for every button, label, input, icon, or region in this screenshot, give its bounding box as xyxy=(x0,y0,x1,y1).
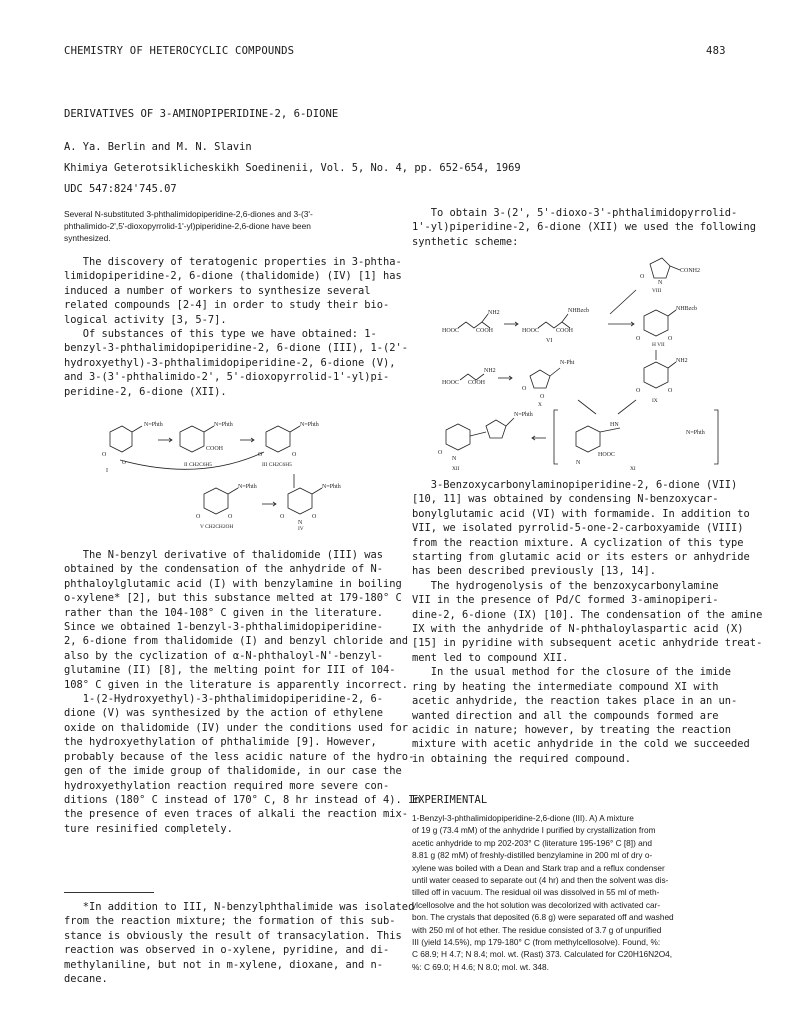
svg-text:O: O xyxy=(312,514,317,520)
structure-VI xyxy=(522,308,589,344)
svg-text:N: N xyxy=(452,456,457,462)
scheme-intro-paragraph: To obtain 3-(2', 5'-dioxo-3'-phthalimidopyrrolid- 1'-yl)piperidine-2, 6-dione (XII) we used the following synthetic scheme: xyxy=(412,207,757,248)
svg-text:N=Phth: N=Phth xyxy=(300,422,319,428)
svg-text:HOOC: HOOC xyxy=(598,452,616,458)
svg-text:O: O xyxy=(522,386,527,392)
abstract: Several N-substituted 3-phthalimidopiperidine-2,6-diones and 3-(3'- phthalimido-2',5'-dioxopyrrolid-1'-yl)piperidine-2,6-dione have been synthesized. xyxy=(64,209,313,244)
svg-text:HOOC: HOOC xyxy=(522,328,540,334)
svg-text:O: O xyxy=(258,452,263,458)
svg-text:X: X xyxy=(538,402,542,408)
structure-VIII xyxy=(640,258,700,294)
svg-text:HOOC: HOOC xyxy=(442,328,460,334)
svg-text:N: N xyxy=(658,280,663,286)
svg-text:II CH2C6H5: II CH2C6H5 xyxy=(184,462,213,468)
svg-text:O: O xyxy=(292,452,297,458)
svg-text:N=Phth: N=Phth xyxy=(214,422,233,428)
svg-text:I: I xyxy=(106,468,108,474)
scheme-thalidomide-derivatives xyxy=(80,412,380,532)
svg-text:N=Phth: N=Phth xyxy=(144,422,163,428)
svg-text:XI: XI xyxy=(630,466,636,472)
svg-text:V CH2CH2OH: V CH2CH2OH xyxy=(200,524,234,530)
svg-text:H VII: H VII xyxy=(652,342,665,348)
svg-text:IV: IV xyxy=(298,526,304,532)
svg-text:N: N xyxy=(576,460,581,466)
synthesis-discussion-paragraph: 3-Benzoxycarbonylaminopiperidine-2, 6-dione (VII) [10, 11] was obtained by condensing N-benzoxycar- bonylglutamic acid (VI) with formamide. In addition to VII, we isolated pyrrolid-5-one-2-carboxyamide (VIII) from the reaction mixture. A cyclization of this type starting from glutamic acid or its esters or anhydride has been described previously [13, 14]. The hydrogenolysis of the benzoxycarbonylamine VII in the presence of Pd/C formed 3-aminopiperi- dine-2, 6-dione (IX) [10]. The condensation of the amine IX with the anhydride of N-phthaloylaspartic acid (X) [15] in pyridine with subsequent acetic anhydride treat- ment led to compound XII. In the usual method for the closure of the imide ring by heating the intermediate compound XI with acetic anhydride, the reaction takes place in an un- wanted direction and all the compounds formed are acidic in nature; however, by treating the reaction mixture with acetic anhydride in the cold we succeeded in obtaining the required compound. xyxy=(412,479,763,765)
svg-text:N=Phth: N=Phth xyxy=(322,484,341,490)
svg-text:NHBzcb: NHBzcb xyxy=(676,306,697,312)
svg-text:O: O xyxy=(668,388,673,394)
running-header: CHEMISTRY OF HETEROCYCLIC COMPOUNDS xyxy=(64,45,295,57)
svg-text:NH2: NH2 xyxy=(488,310,500,316)
structure-XII xyxy=(438,412,533,472)
svg-text:O: O xyxy=(228,514,233,520)
svg-text:HN: HN xyxy=(610,422,619,428)
svg-text:O: O xyxy=(540,394,545,400)
svg-text:COOH: COOH xyxy=(556,328,574,334)
svg-text:COOH: COOH xyxy=(476,328,494,334)
svg-text:O: O xyxy=(122,460,126,466)
intro-paragraph: The discovery of teratogenic properties in 3-phtha- limidopiperidine-2, 6-dione (thalidomide) (IV) [1] has induced a number of workers to synthesize several related compounds [2-4] in order to study their bio- logical activity [3, 5-7]. Of substances of this type we have obtained: 1- benzyl-3-phthalimidopiperidine-2, 6-dione (III), 1-(2'- hydroxyethyl)-3-phthalimidopiperidine-2, 6-dione (V), and 3-(3'-phthalimido-2', 5'-dioxopyrrolid-1'-yl)pi- peridine-2, 6-dione (XII). xyxy=(64,256,409,398)
structure-II xyxy=(180,422,233,468)
structure-IX xyxy=(636,358,688,404)
svg-text:O: O xyxy=(280,514,285,520)
svg-text:O: O xyxy=(102,452,107,458)
svg-text:HOOC: HOOC xyxy=(442,380,460,386)
citation: Khimiya Geterotsiklicheskikh Soedinenii, Vol. 5, No. 4, pp. 652-654, 1969 xyxy=(64,162,521,174)
svg-text:COOH: COOH xyxy=(206,446,224,452)
svg-text:NHBzcb: NHBzcb xyxy=(568,308,589,314)
svg-text:N=Phth: N=Phth xyxy=(514,412,533,418)
svg-text:XII: XII xyxy=(452,466,460,472)
structure-aspartic-acid xyxy=(442,368,496,386)
svg-text:N=Phth: N=Phth xyxy=(686,430,705,436)
experimental-heading: EXPERIMENTAL xyxy=(412,794,488,806)
structure-X xyxy=(522,360,575,408)
svg-text:O: O xyxy=(438,450,443,456)
svg-text:COOH: COOH xyxy=(468,380,486,386)
page-number: 483 xyxy=(706,45,726,57)
authors: A. Ya. Berlin and M. N. Slavin xyxy=(64,141,252,153)
benzyl-derivative-paragraph: The N-benzyl derivative of thalidomide (III) was obtained by the condensation of the anhydride of N- phthaloylglutamic acid (I) with benzylamine in boiling o-xylene* [2], but this substance melted at 179-180° C rather than the 104-108° C given in the literature. Since we obtained 1-benzyl-3-phthalimidopiperidine- 2, 6-dione from thalidomide (I) and benzyl chloride and also by the cyclization of α-N-phthaloyl-N'-benzyl- glutamine (II) [8], the melting point for III of 104- 108° C given in the literature is apparently incorrect. 1-(2-Hydroxyethyl)-3-phthalimidopiperidine-2, 6- dione (V) was synthesized by the action of ethylene oxide on thalidomide (IV) under the conditions used for the hydroxyethylation of phthalimide [9]. However, probably because of the less acidic nature of the hydro- gen of the imide group of thalidomide, in our case the hydroxyethylation reaction required more severe con- ditions (180° C instead of 170° C, 8 hr instead of 4). In the presence of even traces of alkali the reaction mix- ture resinified completely. xyxy=(64,549,421,835)
svg-text:VIII: VIII xyxy=(652,288,662,294)
experimental-text: 1-Benzyl-3-phthalimidopiperidine-2,6-dione (III). A) A mixture of 19 g (73.4 mM) of the anhydride I purified by crystallization from acetic anhydride to mp 202-203° C (literature 195-196° C [8]) and 8.81 g (82 mM) of freshly-distilled benzylamine in 200 ml of dry o- xylene was boiled with a Dean and Stark trap and a reflux condenser until water ceased to separate out (4 hr) and then the solvent was dis- tilled off in vacuum. The residual oil was dissolved in 55 ml of meth- ylcellosolve and the hot solution was decolorized with activated car- bon. The crystals that deposited (6.8 g) were separated off and washed with 250 ml of hot ether. The residue consisted of 3.7 g of unpurified III (yield 14.5%), mp 179-180° C (from methylcellosolve). Found, %: C 68.9; H 4.7; N 8.4; mol. wt. (Rast) 373. Calculated for C20H16N2O4, %: C 69.0; H 4.6; N 8.0; mol. wt. 348. xyxy=(412,813,674,972)
footnote: *In addition to III, N-benzylphthalimide was isolated from the reaction mixture; the formation of this sub- stance is obviously the result of transacylation. This reaction was observed in o-xylene, pyridine, and di- methylaniline, but not in m-xylene, dioxane, and n- decane. xyxy=(64,901,415,986)
structure-I xyxy=(102,422,163,474)
svg-text:III CH2C6H5: III CH2C6H5 xyxy=(262,462,292,468)
svg-text:IX: IX xyxy=(652,398,658,404)
svg-text:N-Pht: N-Pht xyxy=(560,360,575,366)
structure-VII xyxy=(636,306,697,348)
svg-text:NH2: NH2 xyxy=(484,368,496,374)
svg-text:O: O xyxy=(640,274,645,280)
structure-IV xyxy=(280,484,341,532)
udc: UDC 547:824'745.07 xyxy=(64,183,177,195)
structure-V xyxy=(196,484,257,530)
svg-text:O: O xyxy=(636,336,641,342)
article-title: DERIVATIVES OF 3-AMINOPIPERIDINE-2, 6-DIONE xyxy=(64,108,339,120)
structure-XI xyxy=(554,410,718,472)
svg-text:CONH2: CONH2 xyxy=(680,268,701,274)
svg-text:VI: VI xyxy=(546,338,553,344)
svg-text:O: O xyxy=(668,336,673,342)
svg-text:O: O xyxy=(636,388,641,394)
structure-glutamic-acid xyxy=(442,310,500,334)
footnote-rule xyxy=(64,892,154,893)
svg-text:O: O xyxy=(196,514,201,520)
svg-text:NH2: NH2 xyxy=(676,358,688,364)
svg-text:N=Phth: N=Phth xyxy=(238,484,257,490)
scheme-synthesis-XII xyxy=(430,250,730,472)
svg-text:N: N xyxy=(298,520,303,526)
structure-III xyxy=(258,422,319,468)
